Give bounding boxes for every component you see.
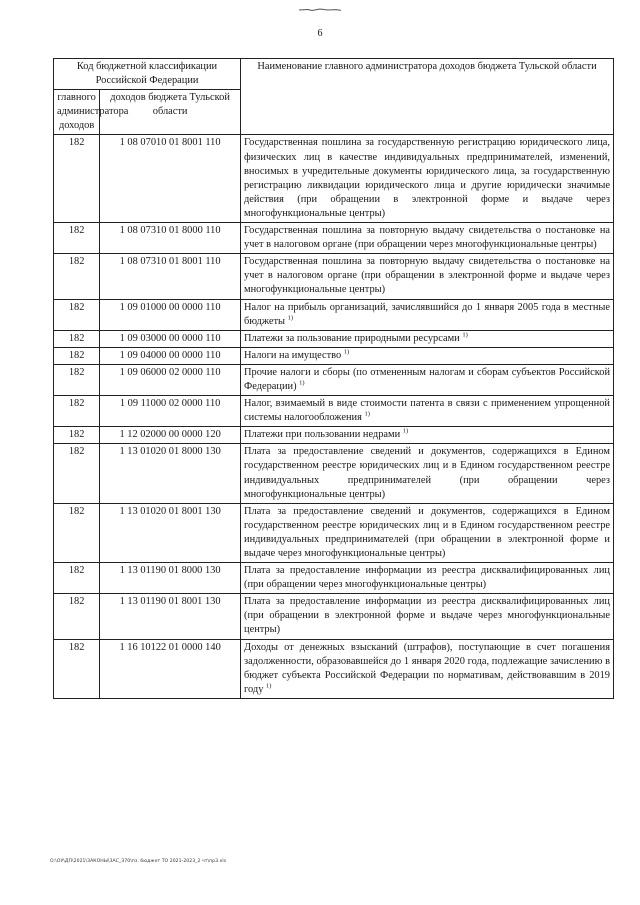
- income-name-cell: [241, 444, 614, 503]
- income-name-text: Государственная пошлина за повторную выдачу свидетельства о постановке на учет в налоговом органе (при обращении через многофункциональные центры): [244, 225, 610, 251]
- income-code-cell: 1 13 01020 01 8001 130: [100, 503, 241, 562]
- income-name-cell: [241, 347, 614, 364]
- income-name-cell: [241, 594, 614, 639]
- income-name-text: Доходы от денежных взысканий (штрафов), поступающие в счет погашения задолженности, образовавшейся до 1 января 2020 года, подлежащие зачислению в бюджет субъекта Российской Федерации по нормативам, действовавшим в 2019 году: [244, 641, 610, 695]
- income-code-cell: 1 09 04000 00 0000 110: [100, 347, 241, 364]
- kbk-header: Код бюджетной классификации Российской Федерации: [54, 59, 241, 90]
- footnote-marker: 1): [402, 427, 409, 435]
- income-code-cell: 1 09 06000 02 0000 110: [100, 364, 241, 395]
- admin-code-cell: 182: [54, 364, 100, 395]
- admin-code-cell: 182: [54, 594, 100, 639]
- income-name-text: Платежи за пользование природными ресурсами: [244, 332, 460, 344]
- admin-code-cell: 182: [54, 223, 100, 254]
- income-name-cell: [241, 427, 614, 444]
- table-row: [54, 427, 614, 444]
- income-name-text: Налог, взимаемый в виде стоимости патента в связи с применением упрощенной системы налогообложения: [244, 398, 610, 424]
- table-row: [54, 330, 614, 347]
- table-row: [54, 503, 614, 562]
- admin-code-cell: 182: [54, 347, 100, 364]
- income-name-text: Плата за предоставление сведений и документов, содержащихся в Едином государственном реестре юридических лиц и в Едином государственном реестре индивидуальных предпринимателей (при обращении в электронной форме и выдаче через многофункциональные центры): [244, 505, 610, 559]
- footnote-marker: 1): [343, 348, 350, 356]
- table-row: [54, 299, 614, 330]
- admin-code-header: главного администратора доходов: [54, 90, 100, 135]
- admin-code-cell: 182: [54, 396, 100, 427]
- income-name-text: Платежи при пользовании недрами: [244, 429, 401, 441]
- admin-code-cell: 182: [54, 503, 100, 562]
- table-row: [54, 594, 614, 639]
- income-name-text: Государственная пошлина за повторную выдачу свидетельства о постановке на учет в налоговом органе (при обращении в электронной форме и выдаче через многофункциональные центры): [244, 256, 610, 296]
- income-code-cell: 1 09 01000 00 0000 110: [100, 299, 241, 330]
- table-row: [54, 639, 614, 698]
- income-name-text: Налог на прибыль организаций, зачислявшийся до 1 января 2005 года в местные бюджеты: [244, 301, 610, 327]
- income-code-cell: 1 16 10122 01 0000 140: [100, 639, 241, 698]
- income-name-text: Плата за предоставление информации из реестра дисквалифицированных лиц (при обращении в электронной форме и выдаче через многофункциональные центры): [244, 596, 610, 636]
- income-name-text: Прочие налоги и сборы (по отмененным налогам и сборам субъектов Российской Федерации): [244, 366, 610, 392]
- income-name-cell: [241, 396, 614, 427]
- admin-code-cell: 182: [54, 563, 100, 594]
- table-row: [54, 396, 614, 427]
- income-name-text: Налоги на имущество: [244, 349, 342, 361]
- page-number: 6: [317, 28, 323, 39]
- file-path-footer: O:\ОУ\ДП\2021\ЗАКОНЫ\ЗАС_370\пз. бюджет ТО 2021-2023_2 чт\пр3.xls: [50, 859, 227, 864]
- kbk-table: [53, 58, 614, 699]
- admin-code-cell: 182: [54, 427, 100, 444]
- income-name-cell: [241, 364, 614, 395]
- income-name-text: Плата за предоставление сведений и документов, содержащихся в Едином государственном реестре юридических лиц и в Едином государственном реестре индивидуальных предпринимателей (при обращении через многофункциональные центры): [244, 446, 610, 500]
- income-name-cell: [241, 330, 614, 347]
- table-row: [54, 135, 614, 223]
- footnote-marker: 1): [462, 331, 468, 339]
- income-code-cell: 1 08 07310 01 8000 110: [100, 223, 241, 254]
- footnote-marker: 1): [287, 314, 294, 322]
- table-row: [54, 444, 614, 503]
- income-code-header: доходов бюджета Тульской области: [100, 90, 241, 135]
- income-name-text: Плата за предоставление информации из реестра дисквалифицированных лиц (при обращении через многофункциональные центры): [244, 565, 610, 591]
- income-name-cell: [241, 563, 614, 594]
- income-name-cell: [241, 503, 614, 562]
- income-code-cell: 1 13 01190 01 8001 130: [100, 594, 241, 639]
- admin-code-cell: 182: [54, 254, 100, 299]
- footnote-marker: 1): [266, 682, 272, 690]
- admin-code-cell: 182: [54, 330, 100, 347]
- admin-name-header: Наименование главного администратора доходов бюджета Тульской области: [241, 59, 614, 135]
- footnote-marker: 1): [299, 379, 305, 387]
- income-code-cell: 1 09 03000 00 0000 110: [100, 330, 241, 347]
- income-code-cell: 1 13 01190 01 8000 130: [100, 563, 241, 594]
- income-name-text: Государственная пошлина за государственную регистрацию юридического лица, физических лиц в качестве индивидуальных предпринимателей, изменений, вносимых в учредительные документы юридического лица, за государственную регистрацию ликвидации юридического лица и другие юридически значимые действия (при обращении в электронной форме и выдаче через многофункциональные центры): [244, 137, 610, 219]
- admin-code-cell: 182: [54, 299, 100, 330]
- income-name-cell: [241, 254, 614, 299]
- scan-artifact: [298, 8, 342, 12]
- income-code-cell: 1 09 11000 02 0000 110: [100, 396, 241, 427]
- admin-code-cell: 182: [54, 639, 100, 698]
- table-row: [54, 347, 614, 364]
- table-row: [54, 364, 614, 395]
- income-name-cell: [241, 299, 614, 330]
- income-code-cell: 1 08 07010 01 8001 110: [100, 135, 241, 223]
- income-name-cell: [241, 223, 614, 254]
- table-row: [54, 223, 614, 254]
- income-code-cell: 1 08 07310 01 8001 110: [100, 254, 241, 299]
- table-row: [54, 254, 614, 299]
- income-name-cell: [241, 135, 614, 223]
- footnote-marker: 1): [364, 410, 370, 418]
- admin-code-cell: 182: [54, 135, 100, 223]
- admin-code-cell: 182: [54, 444, 100, 503]
- income-name-cell: [241, 639, 614, 698]
- income-code-cell: 1 13 01020 01 8000 130: [100, 444, 241, 503]
- income-code-cell: 1 12 02000 00 0000 120: [100, 427, 241, 444]
- table-row: [54, 563, 614, 594]
